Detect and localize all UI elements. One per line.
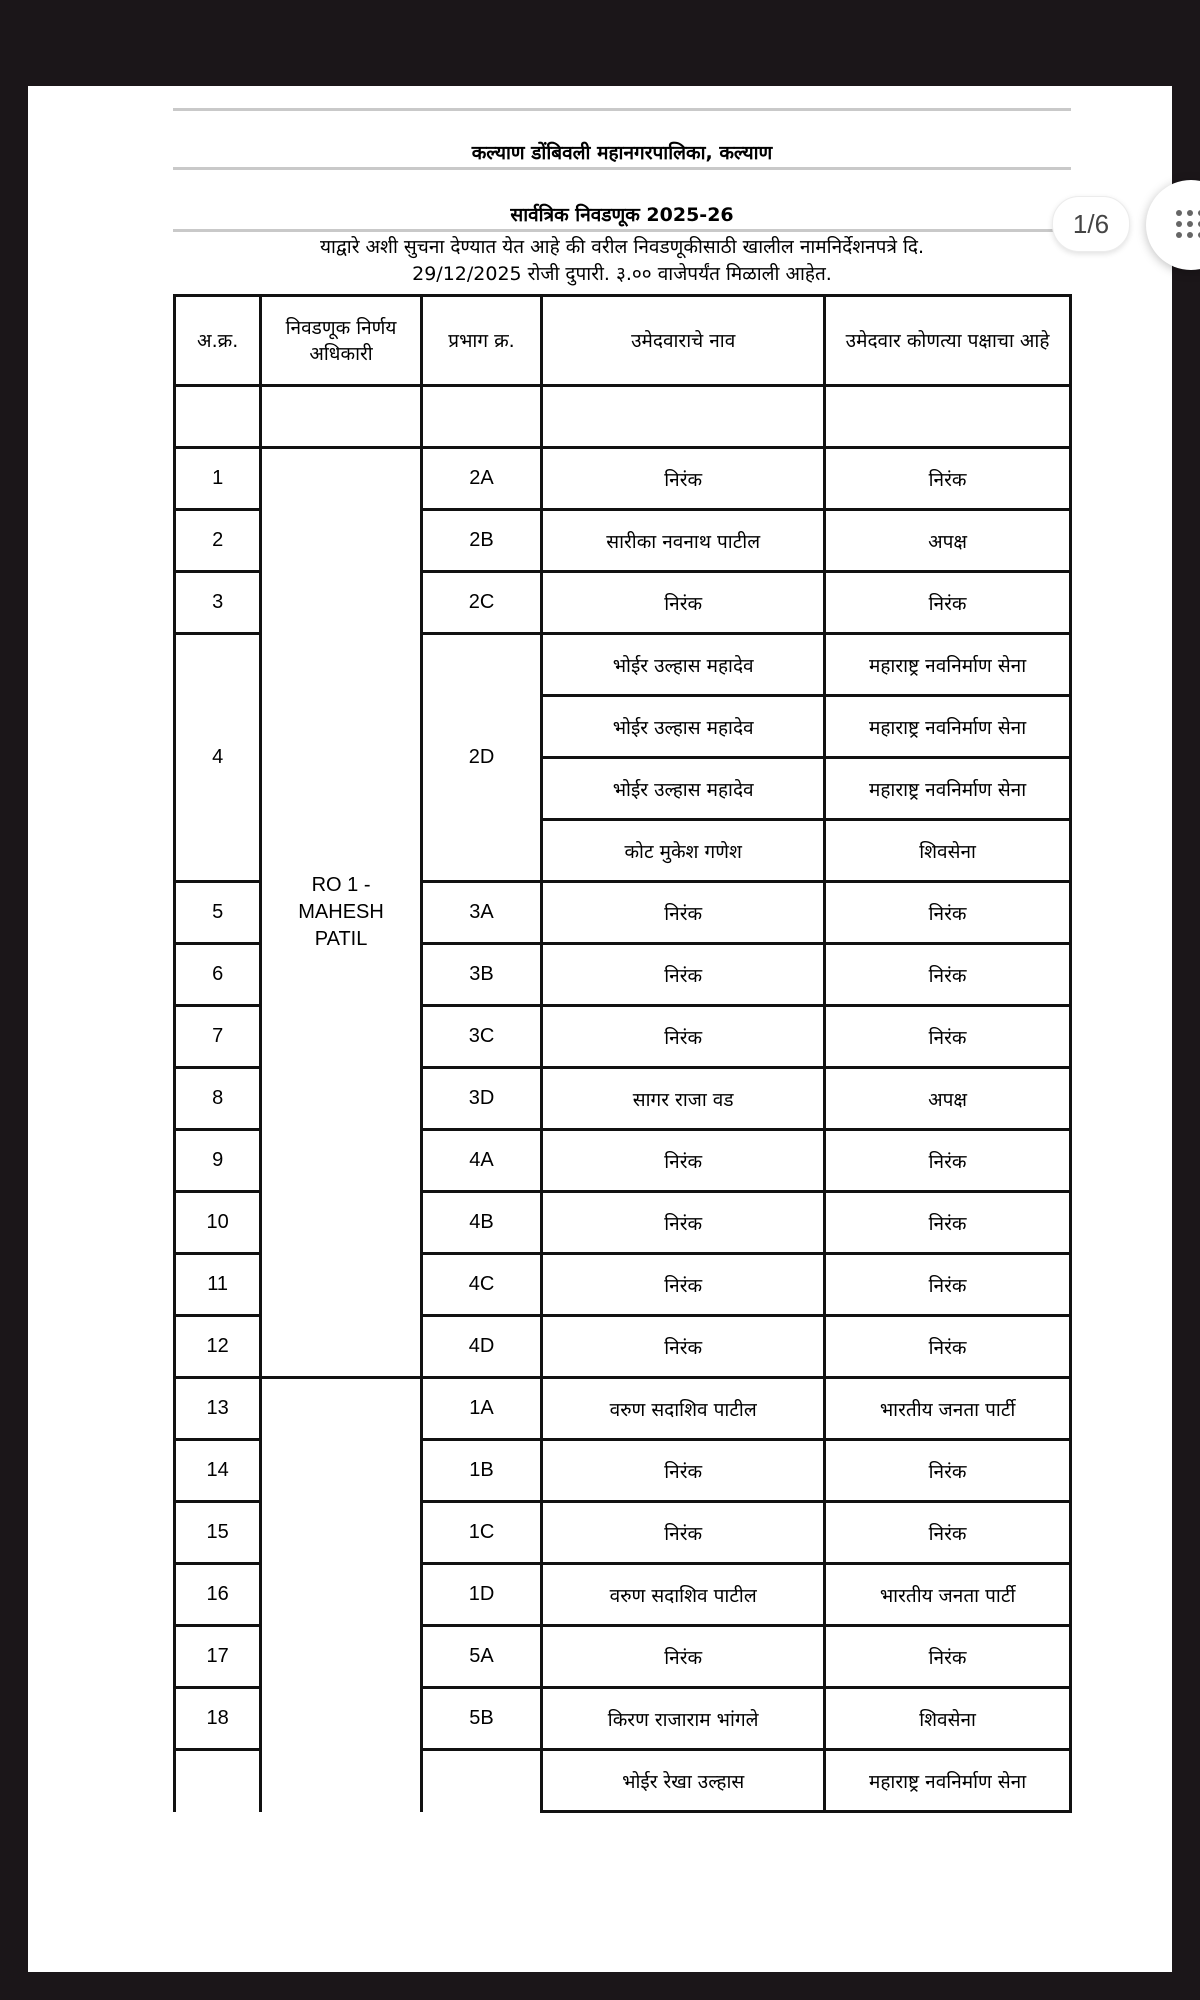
- serial-cell: 12: [175, 1316, 261, 1378]
- officer-name: RO 1 - MAHESH PATIL: [298, 874, 384, 950]
- ward-cell: 1C: [421, 1502, 541, 1564]
- ward-cell: 5B: [421, 1688, 541, 1750]
- party-cell: निरंक: [825, 1006, 1071, 1068]
- party-cell: निरंक: [825, 448, 1071, 510]
- candidate-cell: भोईर उल्हास महादेव: [542, 758, 825, 820]
- candidate-cell: भोईर उल्हास महादेव: [542, 634, 825, 696]
- candidate-cell: सारीका नवनाथ पाटील: [542, 510, 825, 572]
- party-cell: निरंक: [825, 944, 1071, 1006]
- candidate-cell: निरंक: [542, 1192, 825, 1254]
- ward-cell: 3D: [421, 1068, 541, 1130]
- candidate-cell: वरुण सदाशिव पाटील: [542, 1564, 825, 1626]
- serial-cell: 9: [175, 1130, 261, 1192]
- nominations-table: [173, 294, 1072, 1813]
- candidate-cell: भोईर उल्हास महादेव: [542, 696, 825, 758]
- notice-line-1: याद्वारे अशी सुचना देण्यात येत आहे की वरील निवडणूकीसाठी खालील नामनिर्देशनपत्रे दि.: [319, 236, 925, 258]
- serial-cell: [175, 1750, 261, 1812]
- document-title: कल्याण डोंबिवली महानगरपालिका, कल्याण: [173, 108, 1071, 170]
- officer-cell: [261, 448, 422, 1378]
- party-cell: महाराष्ट्र नवनिर्माण सेना: [825, 1750, 1071, 1812]
- ward-cell: 2B: [421, 510, 541, 572]
- party-cell: निरंक: [825, 1316, 1071, 1378]
- notice-document: [173, 108, 1071, 1813]
- ward-cell: 3A: [421, 882, 541, 944]
- party-cell: महाराष्ट्र नवनिर्माण सेना: [825, 634, 1071, 696]
- ward-cell: 4A: [421, 1130, 541, 1192]
- notice-line-2: 29/12/2025 रोजी दुपारी. ३.०० वाजेपर्यंत मिळाली आहेत.: [412, 263, 832, 285]
- serial-cell: 18: [175, 1688, 261, 1750]
- ward-cell: 2D: [421, 634, 541, 882]
- party-cell: निरंक: [825, 1626, 1071, 1688]
- header-officer: निवडणूक निर्णय अधिकारी: [261, 296, 422, 386]
- serial-cell: 17: [175, 1626, 261, 1688]
- serial-cell: 1: [175, 448, 261, 510]
- serial-cell: 8: [175, 1068, 261, 1130]
- serial-cell: 2: [175, 510, 261, 572]
- ward-cell: 2A: [421, 448, 541, 510]
- serial-cell: 4: [175, 634, 261, 882]
- serial-cell: 6: [175, 944, 261, 1006]
- ward-cell: 3B: [421, 944, 541, 1006]
- candidate-cell: निरंक: [542, 944, 825, 1006]
- ward-cell: [421, 1750, 541, 1812]
- candidate-cell: निरंक: [542, 1254, 825, 1316]
- serial-cell: 14: [175, 1440, 261, 1502]
- ward-cell: 4D: [421, 1316, 541, 1378]
- table-row: [175, 1378, 1071, 1440]
- party-cell: निरंक: [825, 572, 1071, 634]
- serial-cell: 7: [175, 1006, 261, 1068]
- ward-cell: 3C: [421, 1006, 541, 1068]
- party-cell: निरंक: [825, 1440, 1071, 1502]
- ward-cell: 1A: [421, 1378, 541, 1440]
- candidate-cell: निरंक: [542, 1502, 825, 1564]
- party-cell: शिवसेना: [825, 1688, 1071, 1750]
- candidate-cell: वरुण सदाशिव पाटील: [542, 1378, 825, 1440]
- serial-cell: 16: [175, 1564, 261, 1626]
- grid-dots-icon: [1176, 210, 1200, 240]
- header-ward: प्रभाग क्र.: [421, 296, 541, 386]
- candidate-cell: निरंक: [542, 1440, 825, 1502]
- party-cell: निरंक: [825, 1192, 1071, 1254]
- candidate-cell: किरण राजाराम भांगले: [542, 1688, 825, 1750]
- ward-cell: 4B: [421, 1192, 541, 1254]
- notice-text: [173, 232, 1071, 294]
- party-cell: अपक्ष: [825, 510, 1071, 572]
- candidate-cell: कोट मुकेश गणेश: [542, 820, 825, 882]
- candidate-cell: निरंक: [542, 1626, 825, 1688]
- candidate-cell: निरंक: [542, 882, 825, 944]
- ward-cell: 4C: [421, 1254, 541, 1316]
- serial-cell: 11: [175, 1254, 261, 1316]
- candidate-cell: निरंक: [542, 1316, 825, 1378]
- ward-cell: 5A: [421, 1626, 541, 1688]
- candidate-cell: निरंक: [542, 448, 825, 510]
- serial-cell: 13: [175, 1378, 261, 1440]
- document-subtitle: सार्वत्रिक निवडणूक 2025-26: [173, 170, 1071, 232]
- candidate-cell: निरंक: [542, 1130, 825, 1192]
- serial-cell: 15: [175, 1502, 261, 1564]
- party-cell: निरंक: [825, 882, 1071, 944]
- table-row-blank: [175, 386, 1071, 448]
- candidate-cell: निरंक: [542, 1006, 825, 1068]
- ward-cell: 1D: [421, 1564, 541, 1626]
- party-cell: महाराष्ट्र नवनिर्माण सेना: [825, 696, 1071, 758]
- serial-cell: 5: [175, 882, 261, 944]
- header-serial: अ.क्र.: [175, 296, 261, 386]
- party-cell: शिवसेना: [825, 820, 1071, 882]
- party-cell: निरंक: [825, 1130, 1071, 1192]
- page-indicator: 1/6: [1052, 196, 1130, 252]
- party-cell: भारतीय जनता पार्टी: [825, 1564, 1071, 1626]
- party-cell: निरंक: [825, 1502, 1071, 1564]
- serial-cell: 10: [175, 1192, 261, 1254]
- candidate-cell: निरंक: [542, 572, 825, 634]
- candidate-cell: भोईर रेखा उल्हास: [542, 1750, 825, 1812]
- officer-cell-2: [261, 1378, 422, 1812]
- document-page: [28, 86, 1172, 1972]
- table-header-row: [175, 296, 1071, 386]
- ward-cell: 1B: [421, 1440, 541, 1502]
- party-cell: अपक्ष: [825, 1068, 1071, 1130]
- header-party: उमेदवार कोणत्या पक्षाचा आहे: [825, 296, 1071, 386]
- party-cell: निरंक: [825, 1254, 1071, 1316]
- party-cell: भारतीय जनता पार्टी: [825, 1378, 1071, 1440]
- party-cell: महाराष्ट्र नवनिर्माण सेना: [825, 758, 1071, 820]
- ward-cell: 2C: [421, 572, 541, 634]
- table-row: [175, 448, 1071, 510]
- serial-cell: 3: [175, 572, 261, 634]
- candidate-cell: सागर राजा वड: [542, 1068, 825, 1130]
- header-candidate: उमेदवाराचे नाव: [542, 296, 825, 386]
